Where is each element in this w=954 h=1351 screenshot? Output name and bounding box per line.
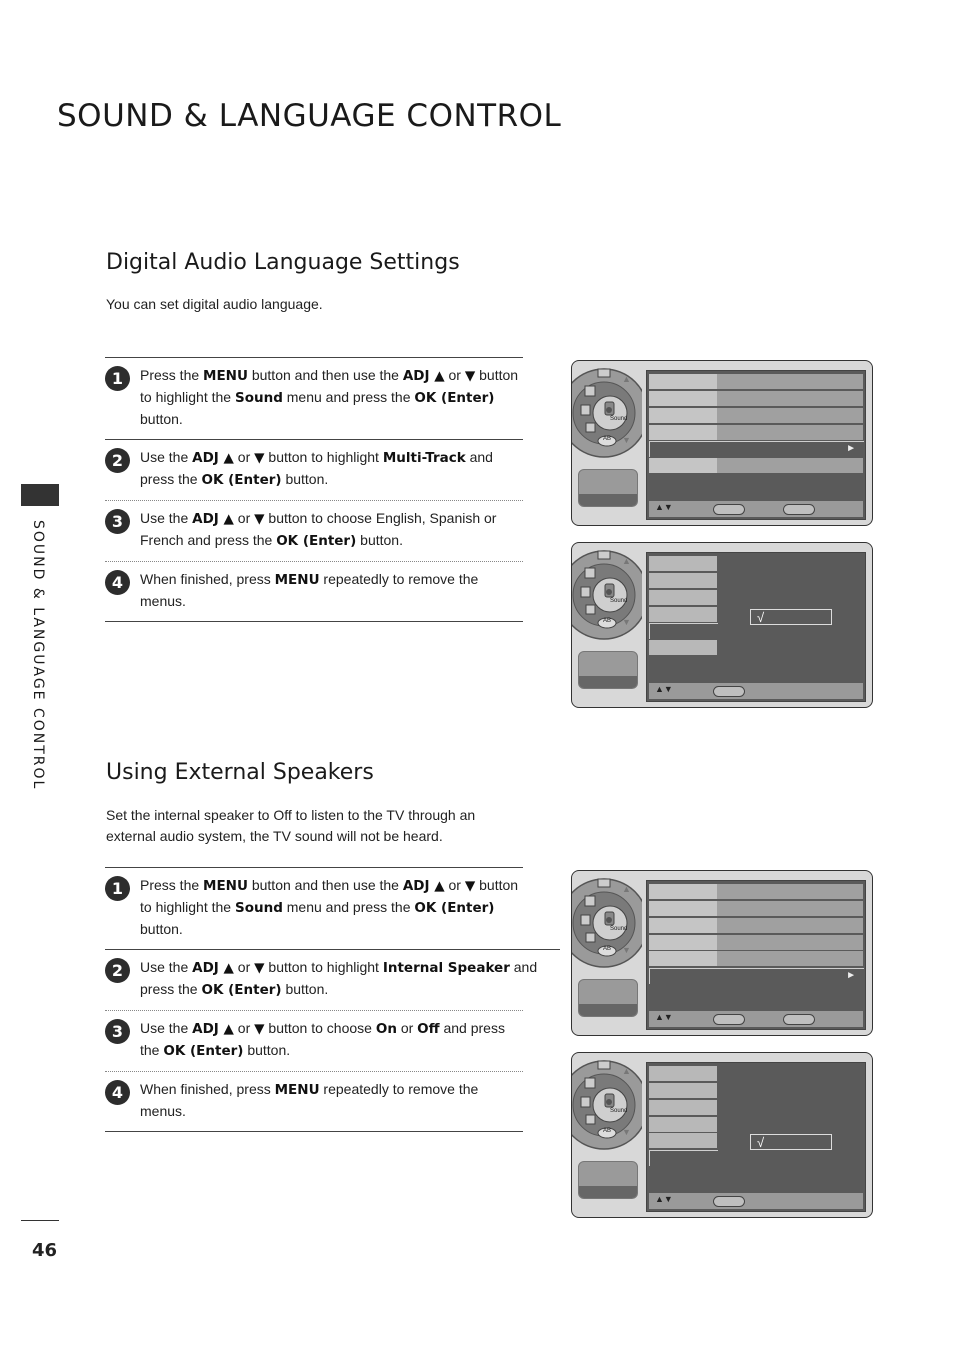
option-checkbox — [750, 1134, 832, 1150]
step-1 — [105, 867, 523, 949]
menu-side-button — [578, 651, 638, 689]
step-2 — [105, 949, 560, 1010]
step-text: repeatedly to remove the menus. — [140, 1081, 479, 1119]
section-intro-external-speakers: Set the internal speaker to Off to listen to the TV through an external audio system, the TV sound will not be heard. — [106, 807, 476, 844]
nav-arrows-icon: ▲▼ — [655, 1194, 673, 1204]
keyword: ADJ ▲ — [192, 511, 234, 527]
keyword: ▼ — [254, 960, 265, 976]
menu-panel — [646, 1062, 866, 1212]
step-text: or — [233, 510, 255, 526]
menu-row-selected — [649, 968, 864, 984]
down-arrow-icon: ▼ — [622, 617, 631, 627]
menu-row — [649, 425, 863, 440]
menu-side-button — [578, 469, 638, 507]
step-text: menu and press the — [282, 389, 415, 405]
step-3 — [105, 500, 523, 561]
keyword: ADJ ▲ — [192, 450, 234, 466]
step-text: button to highlight — [264, 449, 383, 465]
step-text: Use the — [140, 1020, 193, 1036]
step-text: Press the — [140, 367, 204, 383]
step-text: button. — [356, 532, 403, 548]
nav-arrows-icon: ▲▼ — [655, 502, 673, 512]
footer-button — [783, 504, 815, 515]
keyword: MENU — [203, 368, 248, 384]
keyword: ADJ ▲ — [402, 878, 445, 894]
dial-sound-label: Sound — [610, 1108, 628, 1114]
menu-row — [649, 1117, 717, 1132]
step-4 — [105, 1071, 523, 1132]
down-arrow-icon: ▼ — [622, 435, 631, 445]
menu-row — [649, 374, 863, 389]
step-2 — [105, 439, 523, 500]
step-1 — [105, 357, 523, 439]
keyword: OK (Enter) — [276, 533, 357, 549]
step-4 — [105, 561, 523, 622]
step-text: button to choose — [264, 1020, 376, 1036]
step-text: button to highlight the — [140, 877, 519, 915]
section-heading-external-speakers: Using External Speakers — [106, 760, 374, 785]
menu-row — [649, 458, 863, 473]
footer-button — [713, 1196, 745, 1207]
step-text: or — [233, 1020, 255, 1036]
checkmark-icon: √ — [757, 610, 765, 625]
menu-row — [649, 1066, 717, 1081]
step-text: and press the — [140, 449, 493, 487]
menu-row — [649, 935, 863, 950]
menu-row — [649, 1133, 717, 1148]
tv-menu-screen-internal-speaker — [571, 1052, 873, 1218]
menu-side-button — [578, 979, 638, 1017]
step-text: When finished, press — [140, 1081, 275, 1097]
step-text: Use the — [140, 449, 193, 465]
tv-menu-screen-multi-track — [571, 542, 873, 708]
menu-row — [649, 590, 717, 605]
menu-side-button — [578, 1161, 638, 1199]
keyword: MENU — [274, 572, 320, 588]
keyword: ADJ ▲ — [192, 960, 234, 976]
footer-button — [713, 504, 745, 515]
step-text: menu and press the — [282, 899, 415, 915]
up-arrow-icon: ▲ — [622, 884, 631, 894]
keyword: ▼ — [464, 878, 476, 894]
section-heading-digital-audio: Digital Audio Language Settings — [106, 250, 460, 275]
menu-row-selected — [649, 623, 718, 639]
down-arrow-icon: ▼ — [622, 945, 631, 955]
step-text: or — [396, 1020, 418, 1036]
dial-sound-label: Sound — [610, 926, 628, 932]
right-arrow-icon: ► — [846, 443, 856, 454]
up-arrow-icon: ▲ — [622, 1066, 631, 1076]
keyword: ▼ — [254, 450, 265, 466]
step-text: Use the — [140, 959, 193, 975]
keyword: Sound — [234, 390, 283, 406]
step-text: button to highlight the — [140, 367, 519, 405]
keyword: ▼ — [464, 368, 476, 384]
keyword: Sound — [234, 900, 283, 916]
step-text: or — [444, 367, 465, 383]
page-number-rule — [21, 1220, 59, 1221]
step-number: 4 — [105, 1080, 130, 1105]
keyword: Internal Speaker — [382, 960, 510, 976]
option-checkbox — [750, 609, 832, 625]
step-text: button. — [140, 921, 183, 937]
menu-row-selected — [649, 1150, 718, 1166]
keyword: Off — [417, 1021, 440, 1037]
keyword: Multi-Track — [382, 450, 466, 466]
tv-menu-screen-sound — [571, 360, 873, 526]
keyword: OK (Enter) — [201, 982, 282, 998]
step-text: or — [233, 959, 255, 975]
step-text: button. — [281, 981, 329, 997]
step-number: 2 — [105, 448, 130, 473]
menu-row — [649, 556, 717, 571]
keyword: OK (Enter) — [414, 900, 495, 916]
step-text: and press the — [140, 1020, 505, 1058]
menu-panel — [646, 552, 866, 702]
section-intro-digital-audio: You can set digital audio language. — [106, 296, 323, 312]
menu-row — [649, 901, 863, 916]
footer-button — [713, 1014, 745, 1025]
up-arrow-icon: ▲ — [622, 556, 631, 566]
dial-sound-label: Sound — [610, 416, 628, 422]
step-text: button. — [281, 471, 329, 487]
footer-button — [783, 1014, 815, 1025]
step-text: Use the — [140, 510, 193, 526]
menu-row — [649, 1100, 717, 1115]
menu-row — [649, 640, 717, 655]
menu-panel — [646, 880, 866, 1030]
checkmark-icon: √ — [757, 1135, 765, 1150]
right-arrow-icon: ► — [846, 970, 856, 981]
menu-row-selected — [649, 441, 864, 457]
step-text: button. — [140, 411, 183, 427]
keyword: ADJ ▲ — [402, 368, 445, 384]
menu-footer — [649, 1193, 863, 1209]
step-number: 1 — [105, 366, 130, 391]
step-text: button to choose English, Spanish or French and press the — [140, 510, 497, 548]
step-number: 3 — [105, 509, 130, 534]
keyword: OK (Enter) — [163, 1043, 244, 1059]
dial-ab-label: AB — [603, 1128, 612, 1134]
dial-ab-label: AB — [603, 436, 612, 442]
step-text: repeatedly to remove the menus. — [140, 571, 479, 609]
step-text: and press the — [140, 959, 538, 997]
menu-footer — [649, 501, 863, 517]
menu-footer — [649, 1011, 863, 1027]
nav-arrows-icon: ▲▼ — [655, 1012, 673, 1022]
keyword: MENU — [274, 1082, 320, 1098]
menu-row — [649, 918, 863, 933]
side-tab-marker — [21, 484, 59, 506]
step-3 — [105, 1010, 523, 1071]
keyword: On — [375, 1021, 397, 1037]
page-number: 46 — [32, 1240, 58, 1261]
step-text: button and then use the — [247, 877, 403, 893]
steps-digital-audio — [105, 357, 523, 622]
keyword: MENU — [203, 878, 248, 894]
side-chapter-label: SOUND & LANGUAGE CONTROL — [30, 520, 46, 791]
menu-row — [649, 1083, 717, 1098]
menu-row — [649, 391, 863, 406]
menu-row — [649, 884, 863, 899]
step-number: 3 — [105, 1019, 130, 1044]
footer-button — [713, 686, 745, 697]
page-title: SOUND & LANGUAGE CONTROL — [57, 98, 562, 134]
step-number: 4 — [105, 570, 130, 595]
step-text: Press the — [140, 877, 204, 893]
menu-row — [649, 951, 863, 966]
keyword: ADJ ▲ — [192, 1021, 234, 1037]
up-arrow-icon: ▲ — [622, 374, 631, 384]
keyword: OK (Enter) — [414, 390, 495, 406]
steps-external-speakers — [105, 867, 538, 1132]
dial-ab-label: AB — [603, 618, 612, 624]
step-text: button to highlight — [264, 959, 383, 975]
keyword: OK (Enter) — [201, 472, 282, 488]
menu-row — [649, 607, 717, 622]
dial-ab-label: AB — [603, 946, 612, 952]
dial-sound-label: Sound — [610, 598, 628, 604]
step-text: When finished, press — [140, 571, 275, 587]
menu-footer — [649, 683, 863, 699]
step-text: button. — [243, 1042, 291, 1058]
step-text: button and then use the — [247, 367, 403, 383]
step-text: or — [444, 877, 465, 893]
nav-arrows-icon: ▲▼ — [655, 684, 673, 694]
step-number: 1 — [105, 876, 130, 901]
keyword: ▼ — [254, 511, 265, 527]
menu-row — [649, 573, 717, 588]
down-arrow-icon: ▼ — [622, 1127, 631, 1137]
menu-row — [649, 408, 863, 423]
step-text: or — [233, 449, 255, 465]
step-number: 2 — [105, 958, 130, 983]
tv-menu-screen-sound-speaker — [571, 870, 873, 1036]
menu-panel — [646, 370, 866, 520]
keyword: ▼ — [254, 1021, 265, 1037]
